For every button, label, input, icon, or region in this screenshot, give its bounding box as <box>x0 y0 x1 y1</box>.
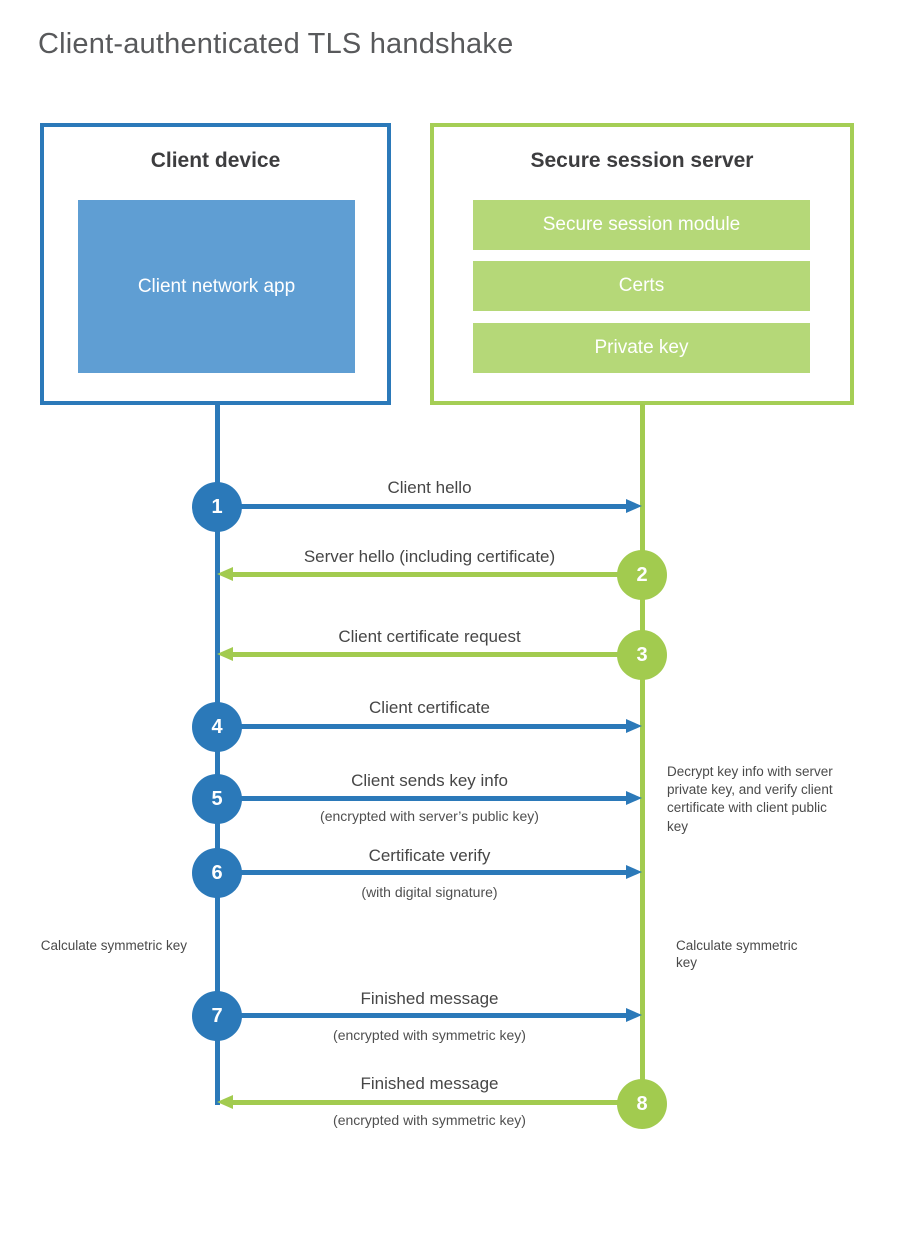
secure-session-server-title: Secure session server <box>530 149 754 172</box>
step-4-badge <box>192 702 242 752</box>
calculate-symmetric-key-note-client: Calculate symmetric key <box>40 938 187 953</box>
step-1-badge <box>192 482 242 532</box>
step-5-label: Client sends key info <box>351 771 508 790</box>
step-3-number: 3 <box>636 643 648 666</box>
step-7-sublabel: (encrypted with symmetric key) <box>333 1027 526 1043</box>
step-4-arrow <box>217 724 627 729</box>
step-8-sublabel: (encrypted with symmetric key) <box>333 1112 526 1128</box>
step-1-label: Client hello <box>387 478 472 497</box>
step-8-label: Finished message <box>360 1074 499 1093</box>
step-2-label: Server hello (including certificate) <box>303 547 556 566</box>
step-6-sublabel: (with digital signature) <box>361 884 498 900</box>
step-5-arrow <box>217 796 627 801</box>
step-5-number: 5 <box>211 787 223 810</box>
step-2-arrow <box>232 572 642 577</box>
calculate-symmetric-key-note-server: Calculate symmetric key <box>676 938 798 971</box>
page-title: Client-authenticated TLS handshake <box>38 28 514 60</box>
server-module-private-key: Private key <box>473 323 810 373</box>
step-6-arrow <box>217 870 627 875</box>
step-3-label: Client certificate request <box>338 627 521 646</box>
step-6-number: 6 <box>211 861 223 884</box>
step-1-number: 1 <box>211 495 223 518</box>
step-6-label: Certificate verify <box>368 846 491 865</box>
step-7-label: Finished message <box>360 989 499 1008</box>
client-network-app-label: Client network app <box>137 275 296 297</box>
client-network-app-box <box>78 200 355 373</box>
step-3-badge <box>617 630 667 680</box>
decrypt-key-note: Decrypt key info with server private key, and verify client certificate with client public key <box>667 764 833 834</box>
step-7-number: 7 <box>211 1004 223 1027</box>
client-device-title: Client device <box>150 149 281 172</box>
step-8-number: 8 <box>636 1092 648 1115</box>
step-3-arrow <box>232 652 642 657</box>
step-4-label: Client certificate <box>369 698 490 717</box>
step-7-arrow <box>217 1013 627 1018</box>
step-2-badge <box>617 550 667 600</box>
step-2-number: 2 <box>636 563 648 586</box>
step-4-number: 4 <box>211 715 223 738</box>
server-module-certs: Certs <box>473 261 810 311</box>
step-8-arrow <box>232 1100 642 1105</box>
server-module-secure-session-module: Secure session module <box>473 200 810 250</box>
step-1-arrow <box>217 504 627 509</box>
step-5-sublabel: (encrypted with server’s public key) <box>320 808 539 824</box>
